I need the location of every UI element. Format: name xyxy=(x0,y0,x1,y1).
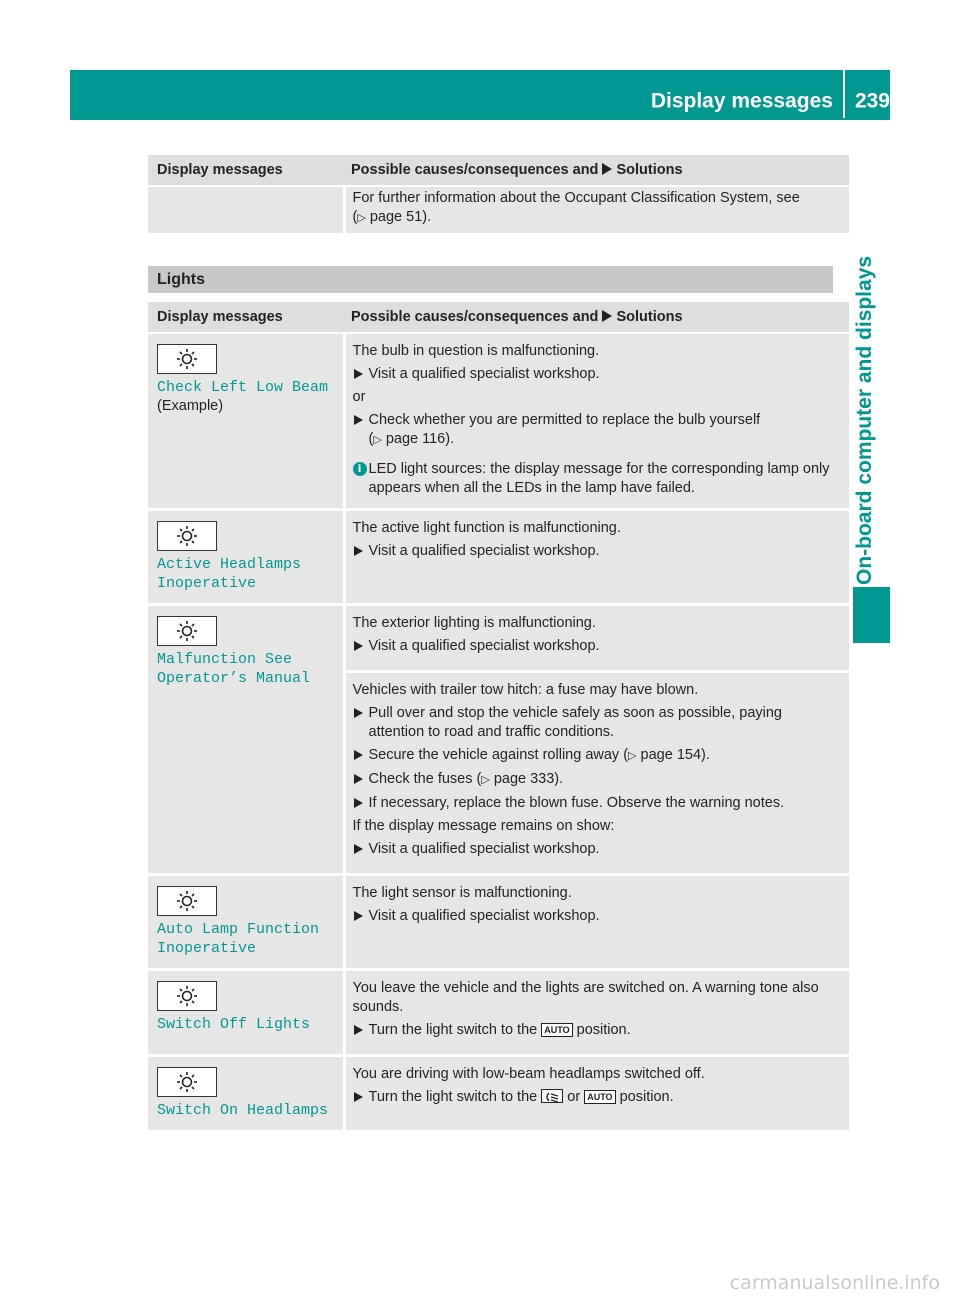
example-note: (Example) xyxy=(157,398,224,414)
side-tab-label: On-board computer and displays xyxy=(853,255,876,585)
bulb-icon xyxy=(157,981,217,1011)
display-message: Inoperative xyxy=(157,940,257,957)
empty-cell xyxy=(148,186,344,233)
arrow-icon xyxy=(354,844,363,854)
side-tab-marker xyxy=(853,587,890,643)
message-cell xyxy=(148,1056,344,1131)
arrow-icon xyxy=(354,641,363,651)
col-header-causes: Possible causes/consequences and Solutions xyxy=(344,155,849,186)
solution-step: Check the fuses (▷ page 333). xyxy=(353,770,842,790)
bulb-icon xyxy=(157,521,217,551)
cause-text: You leave the vehicle and the lights are switched on. A warning tone also sounds. xyxy=(352,980,819,1015)
solution-cell xyxy=(344,875,849,970)
table-row xyxy=(148,970,849,1056)
page-ref-icon: ▷ xyxy=(628,750,637,762)
header-divider xyxy=(843,70,845,118)
cause-text: You are driving with low-beam headlamps switched off. xyxy=(352,1066,705,1082)
solution-step: If necessary, replace the blown fuse. Observe the warning notes. xyxy=(353,794,842,813)
solution-cell xyxy=(344,970,849,1056)
solution-step: Visit a qualified specialist workshop. xyxy=(353,840,842,859)
arrow-icon xyxy=(354,546,363,556)
arrow-icon xyxy=(354,774,363,784)
ocs-ref-link[interactable]: page 51). xyxy=(369,209,432,225)
cause-text: The exterior lighting is malfunctioning. xyxy=(352,615,596,631)
info-icon: i xyxy=(353,462,367,476)
table-row xyxy=(148,333,849,510)
table-row xyxy=(148,510,849,605)
page-ref-icon: ▷ xyxy=(373,434,382,446)
solution-cell xyxy=(344,672,849,875)
bulb-icon xyxy=(157,616,217,646)
auto-switch-icon: AUTO xyxy=(541,1023,572,1037)
arrow-icon xyxy=(354,798,363,808)
arrow-icon xyxy=(602,163,612,175)
watermark: carmanualsonline.info xyxy=(729,1272,940,1294)
section-title: Lights xyxy=(148,266,833,293)
lights-table xyxy=(148,302,849,1130)
cell-ocs-info xyxy=(344,186,849,233)
solution-cell xyxy=(344,510,849,605)
arrow-icon xyxy=(354,708,363,718)
arrow-icon xyxy=(354,750,363,760)
table-row xyxy=(148,1056,849,1131)
info-note: i LED light sources: the display message for the corresponding lamp only appears when all the LEDs in the lamp have failed. xyxy=(353,460,842,498)
page-header xyxy=(651,86,890,118)
arrow-icon xyxy=(602,310,612,322)
page-ref-icon: ▷ xyxy=(357,212,366,224)
message-cell xyxy=(148,333,344,510)
solution-cell xyxy=(344,333,849,510)
message-cell xyxy=(148,605,344,875)
cause-text: If the display message remains on show: xyxy=(352,818,615,834)
display-message: Switch On Headlamps xyxy=(157,1102,329,1119)
solution-step: Secure the vehicle against rolling away (▷ page 154). xyxy=(353,746,842,766)
solution-step: Check whether you are permitted to replace the bulb yourself (▷ page 116). xyxy=(353,411,842,450)
table-row xyxy=(148,605,849,672)
display-message: Inoperative xyxy=(157,575,257,592)
col-header-causes: Possible causes/consequences and Solutions xyxy=(344,302,849,333)
solution-cell xyxy=(344,605,849,672)
arrow-icon xyxy=(354,911,363,921)
page-ref-link[interactable]: page 333). xyxy=(493,771,564,787)
solution-step: Visit a qualified specialist workshop. xyxy=(353,542,842,561)
arrow-icon xyxy=(354,1025,363,1035)
page-ref-link[interactable]: page 154). xyxy=(640,747,710,763)
solution-step: Visit a qualified specialist workshop. xyxy=(353,637,842,656)
ocs-ref: (▷ page 51). xyxy=(352,209,432,225)
cause-text: The light sensor is malfunctioning. xyxy=(352,885,572,901)
arrow-icon xyxy=(354,369,363,379)
solution-step: Pull over and stop the vehicle safely as soon as possible, paying attention to road and traffic conditions. xyxy=(353,704,842,742)
table-row xyxy=(148,875,849,970)
display-message: Operator’s Manual xyxy=(157,670,311,687)
display-message: Auto Lamp Function xyxy=(157,921,320,938)
bulb-icon xyxy=(157,344,217,374)
display-message: Switch Off Lights xyxy=(157,1016,311,1033)
solution-step: Visit a qualified specialist workshop. xyxy=(353,907,842,926)
or-text: or xyxy=(352,389,366,405)
cause-text: The active light function is malfunctioning. xyxy=(352,520,621,536)
header-title: Display messages xyxy=(650,89,833,113)
page-ref-link[interactable]: page 116). xyxy=(385,431,455,447)
solution-step: Visit a qualified specialist workshop. xyxy=(353,365,842,384)
ocs-text: For further information about the Occupant Classification System, see xyxy=(352,190,800,206)
col-header-messages: Display messages xyxy=(148,302,344,333)
arrow-icon xyxy=(354,415,363,425)
display-message: Check Left Low Beam xyxy=(157,379,329,396)
page-ref-icon: ▷ xyxy=(481,774,490,786)
bulb-icon xyxy=(157,886,217,916)
display-message: Active Headlamps xyxy=(157,556,302,573)
message-cell xyxy=(148,970,344,1056)
top-table xyxy=(148,155,849,233)
solution-step: Turn the light switch to the AUTO position. xyxy=(353,1021,842,1040)
solution-cell xyxy=(344,1056,849,1131)
solution-step: Turn the light switch to the or AUTO position. xyxy=(353,1088,842,1107)
message-cell xyxy=(148,510,344,605)
col-header-messages: Display messages xyxy=(148,155,344,186)
bulb-icon xyxy=(157,1067,217,1097)
auto-switch-icon: AUTO xyxy=(584,1090,615,1104)
arrow-icon xyxy=(354,1092,363,1102)
display-message: Malfunction See xyxy=(157,651,293,668)
low-beam-icon xyxy=(541,1089,563,1103)
message-cell xyxy=(148,875,344,970)
cause-text: The bulb in question is malfunctioning. xyxy=(352,343,600,359)
cause-text: Vehicles with trailer tow hitch: a fuse may have blown. xyxy=(352,682,699,698)
page-number: 239 xyxy=(854,89,890,113)
